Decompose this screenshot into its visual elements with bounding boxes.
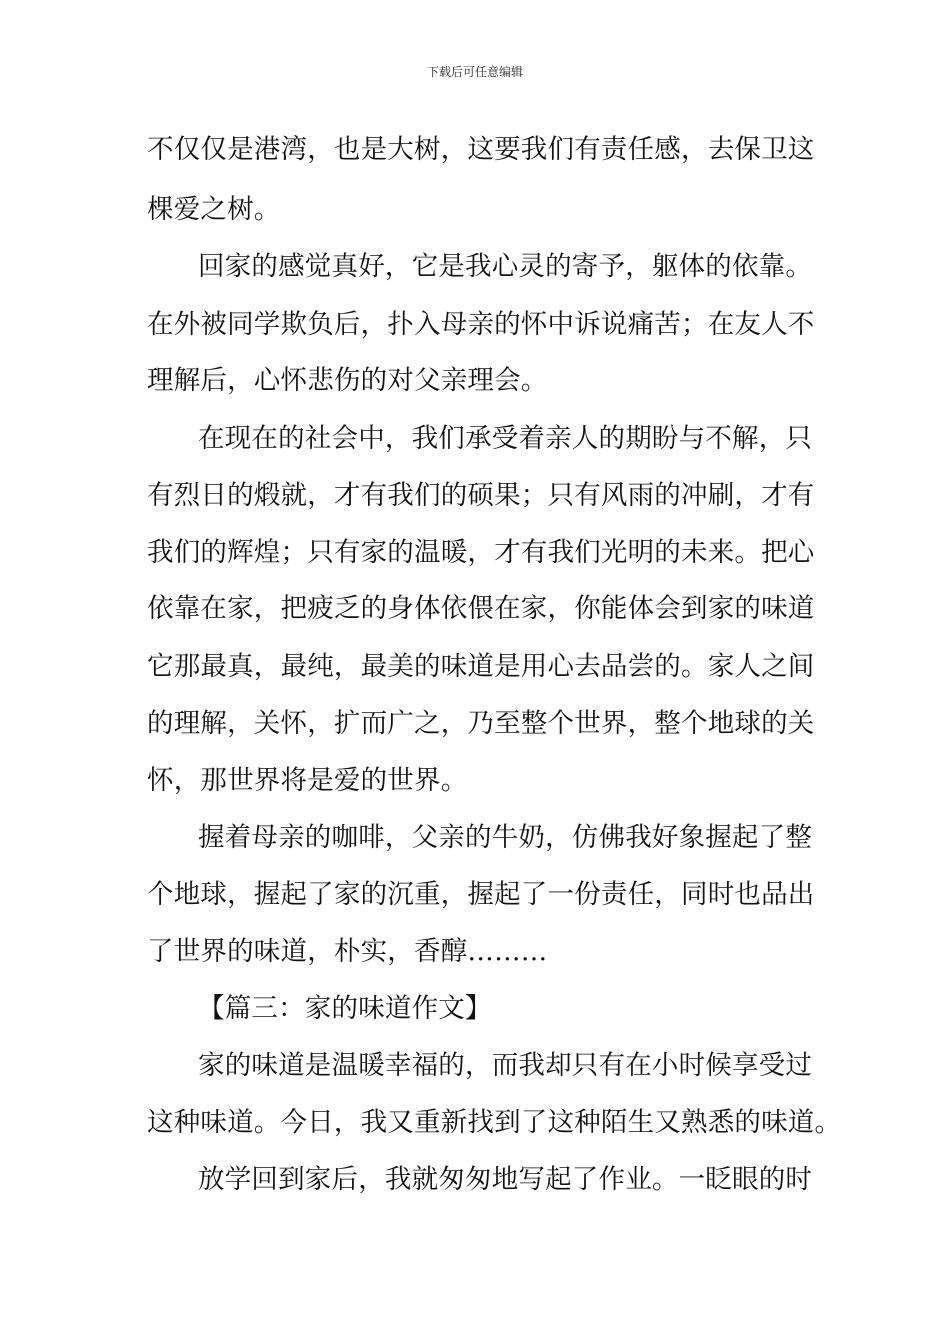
paragraph-start-line: 家的味道是温暖幸福的，而我却只有在小时候享受过 xyxy=(198,1050,813,1081)
section-heading: 【篇三：家的味道作文】 xyxy=(198,993,492,1024)
text-line: 怀，那世界将是爱的世界。 xyxy=(147,765,468,796)
text-line: 的理解，关怀，扩而广之，乃至整个世界，整个地球的关 xyxy=(147,708,815,739)
text-line: 依靠在家，把疲乏的身体依偎在家，你能体会到家的味道 xyxy=(147,593,815,624)
text-line: 它那最真，最纯，最美的味道是用心去品尝的。家人之间 xyxy=(147,651,815,682)
paragraph-start-line: 回家的感觉真好，它是我心灵的寄予，躯体的依靠。 xyxy=(198,251,813,282)
paragraph-start-line: 握着母亲的咖啡，父亲的牛奶，仿佛我好象握起了整 xyxy=(198,822,813,853)
text-line: 在外被同学欺负后，扑入母亲的怀中诉说痛苦；在友人不 xyxy=(147,309,815,340)
text-line: 有烈日的煅就，才有我们的硕果；只有风雨的冲刷，才有 xyxy=(147,480,815,511)
text-line: 理解后，心怀悲伤的对父亲理会。 xyxy=(147,365,548,396)
text-line: 不仅仅是港湾，也是大树，这要我们有责任感，去保卫这 xyxy=(147,134,815,165)
paragraph-start-line: 放学回到家后，我就匆匆地写起了作业。一眨眼的时 xyxy=(198,1164,813,1195)
paragraph-start-line: 在现在的社会中，我们承受着亲人的期盼与不解，只 xyxy=(198,423,813,454)
text-line: 这种味道。今日，我又重新找到了这种陌生又熟悉的味道。 xyxy=(147,1107,842,1138)
page-header: 下载后可任意编辑 xyxy=(426,65,523,79)
text-line: 了世界的味道，朴实，香醇……… xyxy=(147,936,548,967)
text-line: 我们的辉煌；只有家的温暖，才有我们光明的未来。把心 xyxy=(147,537,815,568)
text-line: 棵爱之树。 xyxy=(147,194,281,225)
text-line: 个地球，握起了家的沉重，握起了一份责任，同时也品出 xyxy=(147,879,815,910)
